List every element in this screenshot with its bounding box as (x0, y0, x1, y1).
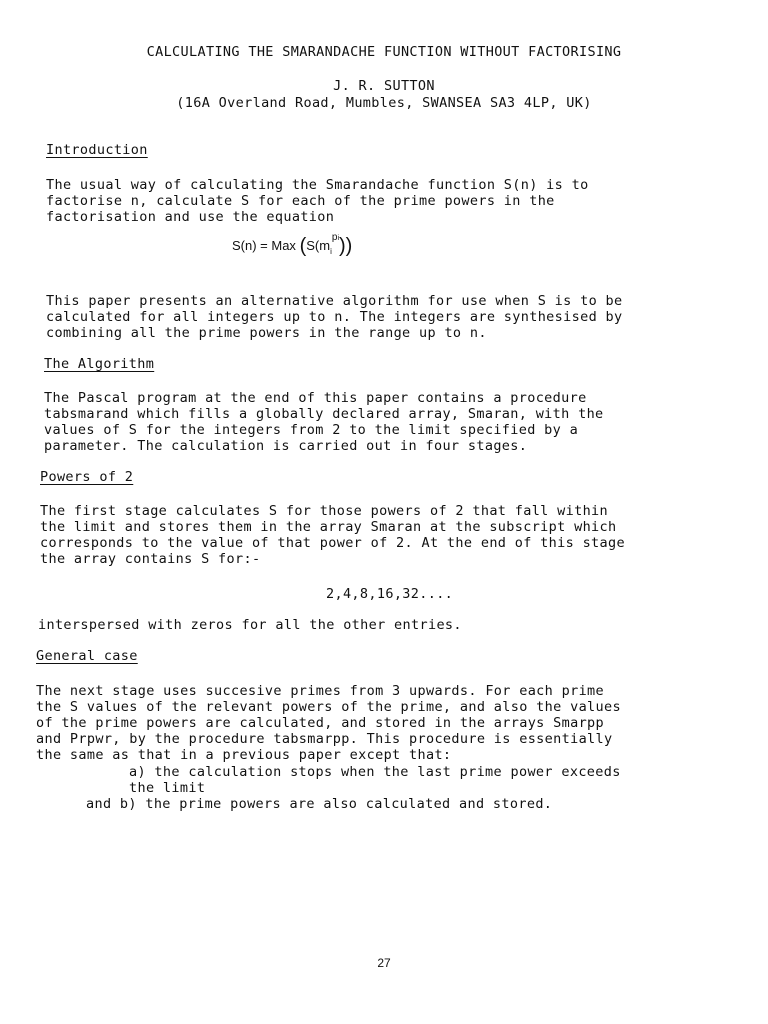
equation-m-sub: i (330, 247, 332, 256)
equation-m: m (319, 238, 331, 253)
powers-sequence: 2,4,8,16,32.... (326, 586, 454, 602)
equation-close: )) (339, 235, 353, 257)
paper-title: CALCULATING THE SMARANDACHE FUNCTION WITHOUT FACTORISING (146, 44, 622, 60)
general-line-5: the same as that in a previous paper except that: (36, 747, 452, 763)
powers-line-4: the array contains S for:- (40, 551, 261, 567)
heading-introduction: Introduction (46, 142, 148, 158)
item-b: and b) the prime powers are also calculated and stored. (86, 796, 553, 812)
intro-line-3: factorisation and use the equation (46, 209, 335, 225)
heading-powers-of-2: Powers of 2 (40, 469, 134, 485)
intro2-line-2: calculated for all integers up to n. The integers are synthesised by (46, 309, 623, 325)
item-a-line-1: a) the calculation stops when the last prime power exceeds (129, 764, 621, 780)
powers-line-3: corresponds to the value of that power of 2. At the end of this stage (40, 535, 625, 551)
intro2-line-3: combining all the prime powers in the range up to n. (46, 325, 487, 341)
intro2-line-1: This paper presents an alternative algorithm for use when S is to be (46, 293, 623, 309)
item-a-line-2: the limit (129, 780, 206, 796)
equation-lhs: S(n) = Max (232, 238, 296, 253)
powers-line-2: the limit and stores them in the array Smaran at the subscript which (40, 519, 617, 535)
intro-line-2: factorise n, calculate S for each of the prime powers in the (46, 193, 555, 209)
author-name: J. R. SUTTON (333, 78, 435, 94)
heading-general-case: General case (36, 648, 138, 664)
equation-open: ( (299, 235, 307, 257)
equation (232, 232, 352, 258)
powers-line-1: The first stage calculates S for those powers of 2 that fall within (40, 503, 609, 519)
equation-p: p (331, 232, 338, 243)
equation-s: S (306, 238, 315, 253)
general-line-1: The next stage uses succesive primes from 3 upwards. For each prime (36, 683, 605, 699)
general-line-2: the S values of the relevant powers of the prime, and also the values (36, 699, 621, 715)
equation-inner-open: ( (314, 238, 320, 253)
general-line-4: and Prpwr, by the procedure tabsmarpp. This procedure is essentially (36, 731, 613, 747)
equation-p-sub: i (337, 235, 339, 242)
general-line-3: of the prime powers are calculated, and stored in the arrays Smarpp (36, 715, 605, 731)
algorithm-line-3: values of S for the integers from 2 to the limit specified by a (44, 422, 579, 438)
intro-line-1: The usual way of calculating the Smarandache function S(n) is to (46, 177, 589, 193)
algorithm-line-2: tabsmarand which fills a globally declared array, Smaran, with the (44, 406, 604, 422)
algorithm-line-4: parameter. The calculation is carried out in four stages. (44, 438, 528, 454)
heading-algorithm: The Algorithm (44, 356, 155, 372)
powers-after: interspersed with zeros for all the other entries. (38, 617, 462, 633)
algorithm-line-1: The Pascal program at the end of this paper contains a procedure (44, 390, 587, 406)
page-number: 27 (377, 956, 391, 970)
author-address: (16A Overland Road, Mumbles, SWANSEA SA3 4LP, UK) (176, 95, 592, 111)
